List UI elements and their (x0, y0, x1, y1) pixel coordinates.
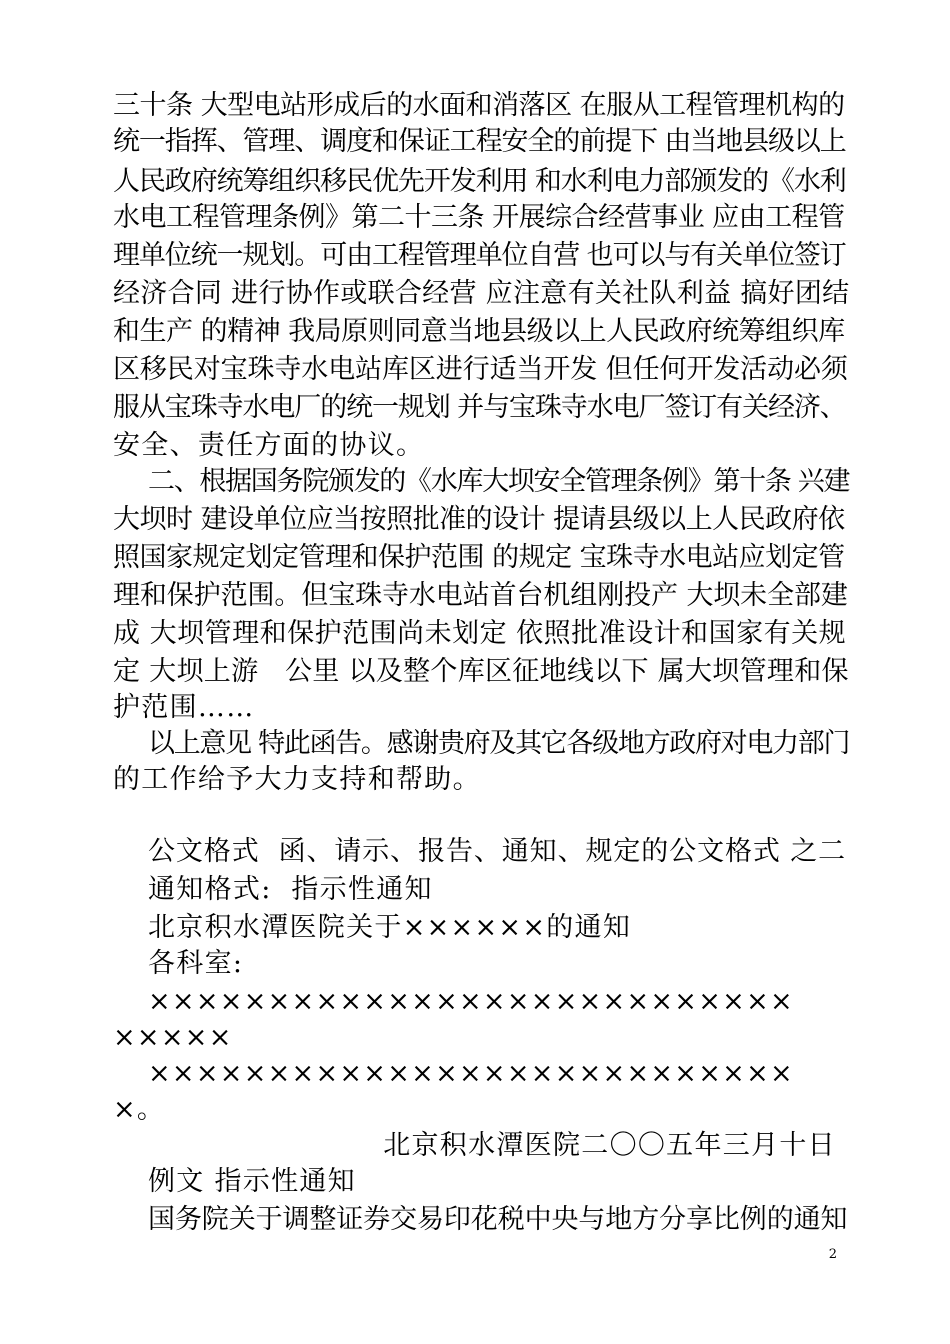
page-number: 2 (828, 1247, 837, 1262)
signature-date: 北京积水潭医院二〇〇五年三月十日 (383, 1130, 836, 1161)
example-label: 例文 指示性通知 (148, 1166, 356, 1197)
text-line: 区移民对宝珠寺水电站库区进行适当开发 但任何开发活动必须 (113, 354, 848, 385)
body-placeholder-line: ××××× (113, 1022, 233, 1053)
text-line: 统一指挥、管理、调度和保证工程安全的前提下 由当地县级以上 (113, 126, 846, 157)
recipient: 各科室: (148, 948, 244, 979)
format-heading: 公文格式 函、请示、报告、通知、规定的公文格式 之二 (148, 836, 847, 867)
notice-type: 通知格式: 指示性通知 (148, 874, 433, 905)
text-line: 的工作给予大力支持和帮助。 (113, 764, 481, 795)
text-line: 定 大坝上游 公里 以及整个库区征地线以下 属大坝管理和保 (113, 656, 849, 687)
text-line: 和生产 的精神 我局原则同意当地县级以上人民政府统筹组织库 (113, 316, 845, 347)
body-placeholder-line: ××××××××××××××××××××××××××× (148, 1058, 794, 1089)
text-line: 二、根据国务院颁发的《水库大坝安全管理条例》第十条 兴建 (148, 466, 850, 497)
text-line: 理单位统一规划。可由工程管理单位自营 也可以与有关单位签订 (113, 240, 846, 271)
text-line: 三十条 大型电站形成后的水面和消落区 在服从工程管理机构的 (113, 90, 845, 121)
text-line: 服从宝珠寺水电厂的统一规划 并与宝珠寺水电厂签订有关经济、 (113, 392, 846, 423)
body-placeholder-line: ××××××××××××××××××××××××××× (148, 986, 794, 1017)
text-line: 大坝时 建设单位应当按照批准的设计 提请县级以上人民政府依 (113, 504, 845, 535)
text-line: 人民政府统筹组织移民优先开发利用 和水利电力部颁发的《水利 (113, 166, 846, 197)
text-line: 护范围…… (113, 692, 255, 723)
text-line: 照国家规定划定管理和保护范围 的规定 宝珠寺水电站应划定管 (113, 542, 845, 573)
notice-title: 北京积水潭医院关于××××××的通知 (148, 912, 632, 943)
text-line: 理和保护范围。但宝珠寺水电站首台机组刚投产 大坝未全部建 (113, 580, 848, 611)
text-line: 成 大坝管理和保护范围尚未划定 依照批准设计和国家有关规 (113, 618, 847, 649)
text-line: 安全、责任方面的协议。 (113, 430, 425, 461)
text-line: 以上意见 特此函告。感谢贵府及其它各级地方政府对电力部门 (148, 728, 850, 759)
text-line: 水电工程管理条例》第二十三条 开展综合经营事业 应由工程管 (113, 202, 845, 233)
text-line: 经济合同 进行协作或联合经营 应注意有关社队利益 搞好团结 (113, 278, 850, 309)
example-title: 国务院关于调整证券交易印花税中央与地方分享比例的通知 (148, 1204, 848, 1235)
body-placeholder-line: ×。 (113, 1094, 166, 1125)
